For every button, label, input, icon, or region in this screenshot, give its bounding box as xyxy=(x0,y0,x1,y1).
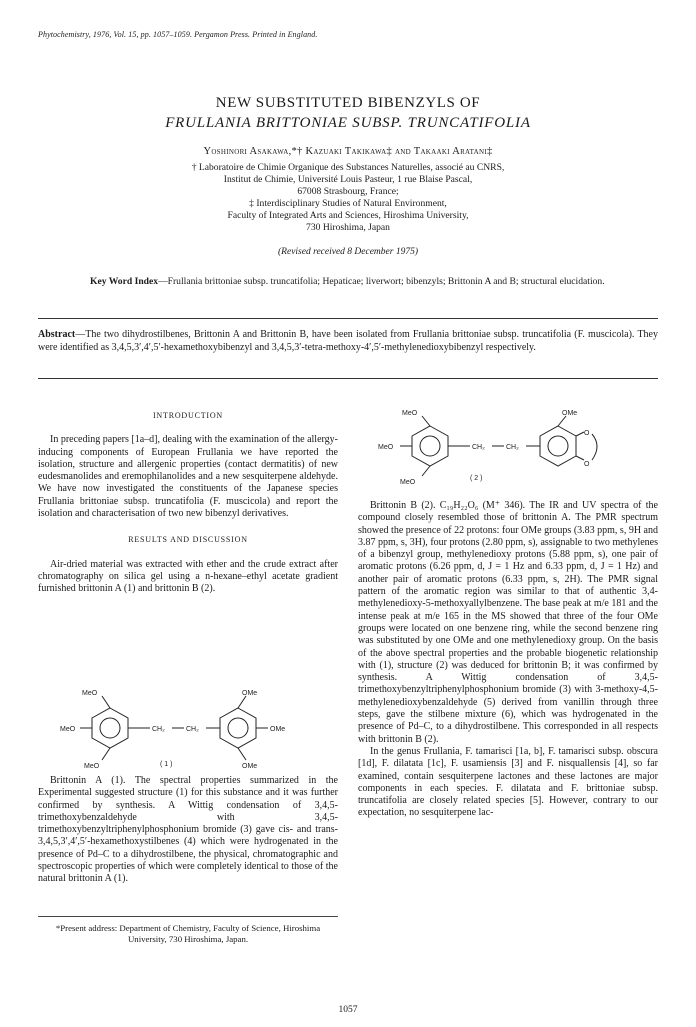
benzene-ring-left xyxy=(92,708,128,748)
brittonin-b-paragraph: Brittonin B (2). C₁₉H₂₂O₆ (M⁺ 346). The IR and UV spectra of the compound closely resembled those of brittonin A. The PMR spectrum showed the presence of 22 protons: four OMe groups (3.83 ppm, s, 9H and 3.87 ppm, s, 3H), four protons (2.80 ppm, s), assignable to two methylenes of a bibenzyl group, methylenedioxy protons (5.88 ppm, s), one pair of aromatic protons (6.26 ppm, d, J = 1 Hz and 6.33 ppm, d, J = 1 Hz) and another pair of aromatic protons (6.33 ppm, s, 2H). The PMR signal pattern of the aromatic region was similar to that of authentic 3,4-methylenedioxy-5-methoxyallylbenzene. The base peak at m/e 181 and the intense peak at m/e 165 in the MS showed that three of the four OMe groups were located on one benzene ring, while the second benzene ring was substituted by one OMe and one methylenedioxy group. On the basis of the above spectral properties and the probable biogenetic relationship with (1), structure (2) was deduced for brittonin B; it was confirmed by synthesis. A Wittig condensation of 3,4,5-trimethoxybenzyltriphenylphosphonium bromide (3) with 3-methoxy-4,5-methylenedioxybenzaldehyde (5) derived from vanillin through three steps, gave the stilbene mixture (6), which was hydrogenated in the presence of Pd–C, to a dihydrostilbene. This corresponded in all respects with brittonin B (2). xyxy=(358,500,658,745)
affiliation-line: † Laboratoire de Chimie Organique des Substances Naturelles, associé au CNRS, xyxy=(191,162,505,173)
structure-2-diagram xyxy=(370,408,660,488)
journal-header: Phytochemistry, 1976, Vol. 15, pp. 1057–1059. Pergamon Press. Printed in England. xyxy=(38,30,318,39)
affiliation-line: Institut de Chimie, Université Louis Pasteur, 1 rue Blaise Pascal, xyxy=(223,174,473,185)
substituent-label: MeO xyxy=(82,690,98,697)
substituent-label: OMe xyxy=(242,763,258,770)
methylene-label: CH₂ xyxy=(506,444,519,451)
substituent-label: MeO xyxy=(84,763,100,770)
ring-oxygen-label: O xyxy=(584,461,590,468)
brittonin-a-paragraph: Brittonin A (1). The spectral properties summarized in the Experimental suggested structure (1) for this substance and it was further confirmed by synthesis. A Wittig condensation of 3,4,5-trimethoxybenzaldehyde with 3,4,5-trimethoxybenzyltriphenylphosphonium bromide (3) gave cis- and trans-3,4,5,3′,4′,5′-hexamethoxystilbenes (4) which were hydrogenated in the presence of Pd–C to a dihydrostilbene, the physical, chromatographic and spectroscopic properties of which were completely identical to those of the natural brittonin A (1). xyxy=(38,775,338,885)
left-column-continued xyxy=(38,775,338,886)
compound-number: ( 1 ) xyxy=(160,761,173,768)
benzene-ring-left xyxy=(412,426,448,466)
introduction-paragraph: In preceding papers [1a–d], dealing with the examination of the allergy-inducing components of European Frullania we have reported the isolation, structure and allergenic properties (contact dermatitis) of new eudesmanolides and eremophilanolides and a new sesquiterpene aldehyde. We have now investigated the constituents of the Japanese species Frullania brittoniae subsp. truncatifolia (F. muscicola) and report the isolation and characterisation of two new bibenzyl derivatives. xyxy=(38,434,338,520)
ring-oxygen-label: O xyxy=(584,430,590,437)
methylene-label: CH₂ xyxy=(472,444,485,451)
methylene-label: CH₂ xyxy=(152,726,165,733)
compound-number: ( 2 ) xyxy=(470,475,483,482)
substituent-label: MeO xyxy=(60,726,76,733)
affiliation-line: Faculty of Integrated Arts and Sciences, Hiroshima University, xyxy=(227,210,469,221)
keyword-label: Key Word Index xyxy=(90,276,159,287)
abstract-label: Abstract xyxy=(38,329,76,340)
aromatic-circle xyxy=(548,436,568,456)
aromatic-circle xyxy=(100,718,120,738)
right-column xyxy=(358,500,658,820)
substituent-label: MeO xyxy=(378,444,394,451)
abstract xyxy=(38,329,658,354)
section-heading-results: RESULTS AND DISCUSSION xyxy=(128,535,248,545)
aromatic-circle xyxy=(420,436,440,456)
structure-1-diagram xyxy=(60,690,320,770)
affiliation-line: 67008 Strasbourg, France; xyxy=(297,186,399,197)
substituent-label: OMe xyxy=(242,690,258,697)
title-line-1: NEW SUBSTITUTED BIBENZYLS OF xyxy=(215,95,481,111)
methylenedioxy-bridge xyxy=(592,434,597,460)
benzene-ring-right xyxy=(220,708,256,748)
received-date: (Revised received 8 December 1975) xyxy=(278,247,418,257)
footnote: *Present address: Department of Chemistry, Faculty of Science, Hiroshima University, 730 Hiroshima, Japan. xyxy=(55,923,321,944)
methylene-label: CH₂ xyxy=(186,726,199,733)
title-line-2: FRULLANIA BRITTONIAE SUBSP. TRUNCATIFOLIA xyxy=(165,115,531,131)
abstract-text: —The two dihydrostilbenes, Brittonin A and Brittonin B, have been isolated from Frullania brittoniae subsp. truncatifolia (F. muscicola). They were identified as 3,4,5,3′,4′,5′-hexamethoxybibenzyl and 3,4,5,3′-tetra-methoxy-4′,5′-methylenedioxybibenzyl respectively. xyxy=(38,329,658,353)
left-column xyxy=(38,410,338,596)
substituent-label: OMe xyxy=(562,410,578,417)
keyword-index xyxy=(90,276,620,289)
keyword-text: —Frullania brittoniae subsp. truncatifolia; Hepaticae; liverwort; bibenzyls; Brittonin A and B; structural elucidation. xyxy=(158,276,605,287)
aromatic-circle xyxy=(228,718,248,738)
genus-paragraph: In the genus Frullania, F. tamarisci [1a, b], F. tamarisci subsp. obscura [1d], F. dilatata [1c], F. usamiensis [3] and F. nisquallensis [4], so far examined, contain sesquiterpene lactones and these lactones are major components in each species. F. dilatata and F. brittoniae subsp. truncatifolia are closely related species [5]. However, contrary to our expectation, no sesquiterpene lac- xyxy=(358,745,658,819)
benzene-ring-right xyxy=(540,426,576,466)
abstract-top-rule xyxy=(38,318,658,319)
footnote-rule xyxy=(38,916,338,917)
page-number: 1057 xyxy=(338,1005,358,1015)
section-heading-introduction: INTRODUCTION xyxy=(152,411,224,420)
substituent-label: MeO xyxy=(402,410,418,417)
substituent-label: OMe xyxy=(270,726,286,733)
affiliation-line: ‡ Interdisciplinary Studies of Natural Environment, xyxy=(249,198,447,209)
affiliation-line: 730 Hiroshima, Japan xyxy=(306,222,390,233)
authors: Yoshinori Asakawa,*† Kazuaki Takikawa‡ and Takaaki Aratani‡ xyxy=(203,146,493,157)
results-paragraph: Air-dried material was extracted with ether and the crude extract after chromatography on silica gel using a n-hexane–ethyl acetate gradient furnished brittonin A (1) and brittonin B (2). xyxy=(38,558,338,595)
substituent-label: MeO xyxy=(400,479,416,486)
abstract-bottom-rule xyxy=(38,378,658,379)
